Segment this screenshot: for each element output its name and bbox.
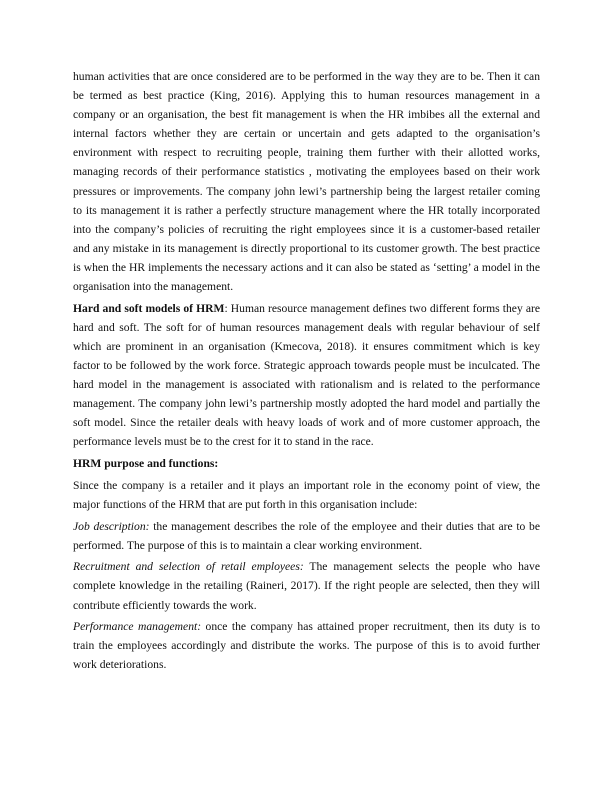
paragraph-performance-management [73, 617, 540, 674]
paragraph-heading: Hard and soft models of HRM [73, 301, 225, 315]
paragraph-term: Job description: [73, 519, 150, 533]
paragraph-hard-soft-models [73, 299, 540, 452]
section-heading-hrm-purpose [73, 454, 540, 473]
paragraph-text: Since the company is a retailer and it plays an important role in the economy point of view, the major functions of the HRM that are put forth in this organisation include: [73, 478, 540, 511]
paragraph-text: human activities that are once considered are to be performed in the way they are to be. Then it can be termed as best practice (King, 2016). Applying this to human resources management in a company or an organisation, the best fit management is when the HR imbibes all the external and internal factors whether they are certain or uncertain and gets adapted to the organisation’s environment with respect to recruiting people, training them further with their allotted works, managing records of their performance statistics , motivating the employees based on their work pressures or improvements. The company john lewi’s partnership being the largest retailer coming to its management it is rather a perfectly structure management where the HR totally incorporated into the company’s policies of recruiting the right employees since it is a customer-based retailer and any mistake in its management is directly proportional to its customer growth. The best practice is when the HR implements the necessary actions and it can also be stated as ‘setting’ a model in the organisation into the management. [73, 70, 540, 294]
paragraph-job-description [73, 517, 540, 555]
paragraph-best-practice [73, 67, 540, 296]
section-heading: HRM purpose and functions: [73, 457, 219, 471]
paragraph-hrm-intro [73, 476, 540, 514]
paragraph-term: Performance management: [73, 620, 202, 634]
document-body [73, 67, 540, 674]
paragraph-recruitment [73, 557, 540, 614]
paragraph-text: : Human resource management defines two different forms they are hard and soft. The soft for of human resources management deals with regular behaviour of self which are prominent in an organisation (Kmecova, 2018). it ensures commitment which is key factor to be followed by the work force. Strategic approach towards people must be inculcated. The hard model in the management is associated with rationalism and is related to the performance management. The company john lewi’s partnership mostly adopted the hard model and partially the soft model. Since the retailer deals with heavy loads of work and of more customer approach, the performance levels must be to the crest for it to stand in the race. [73, 301, 540, 449]
paragraph-text: The management selects the people who have complete knowledge in the retailing (Raineri, 2017). If the right people are selected, then they will contribute efficiently towards the work. [73, 560, 540, 612]
paragraph-text: once the company has attained proper recruitment, then its duty is to train the employees accordingly and distribute the works. The purpose of this is to avoid further work deteriorations. [73, 620, 540, 672]
paragraph-text: the management describes the role of the employee and their duties that are to be performed. The purpose of this is to maintain a clear working environment. [73, 519, 540, 552]
paragraph-term: Recruitment and selection of retail employees: [73, 560, 304, 574]
